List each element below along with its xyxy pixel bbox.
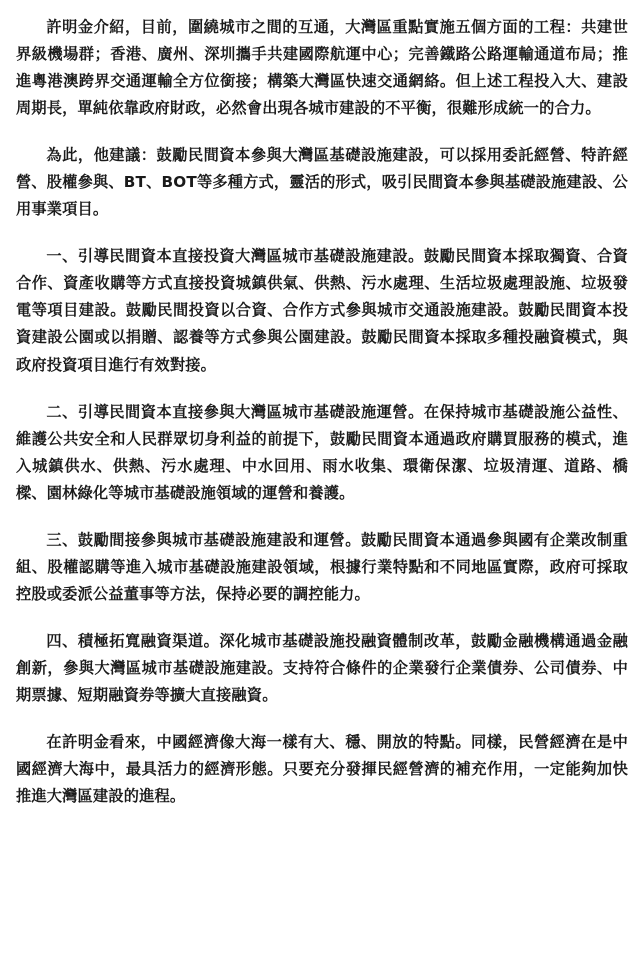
paragraph: 為此，他建議：鼓勵民間資本參與大灣區基礎設施建設，可以採用委託經營、特許經營、股權參與、BT、BOT等多種方式，靈活的形式，吸引民間資本參與基礎設施建設、公用事業項目。: [16, 146, 628, 219]
paragraph: 三、鼓勵間接參與城市基礎設施建設和運營。鼓勵民間資本通過參與國有企業改制重組、股權認購等進入城市基礎設施建設領域，根據行業特點和不同地區實際，政府可採取控股或委派公益董事等方法，保持必要的調控能力。: [16, 530, 628, 603]
paragraph: 二、引導民間資本直接參與大灣區城市基礎設施運營。在保持城市基礎設施公益性、維護公共安全和人民群眾切身利益的前提下，鼓勵民間資本通過政府購買服務的模式，進入城鎮供水、供熱、污水處理、中水回用、雨水收集、環衛保潔、垃圾清運、道路、橋樑、園林綠化等城市基礎設施領域的運營和養護。: [16, 402, 628, 502]
paragraph: 許明金介紹，目前，圍繞城市之間的互通，大灣區重點實施五個方面的工程：共建世界級機場群；香港、廣州、深圳攜手共建國際航運中心；完善鐵路公路運輸通道布局；推進粵港澳跨界交通運輸全方位銜接；構築大灣區快速交通網絡。但上述工程投入大、建設周期長，單純依靠政府財政，必然會出現各城市建設的不平衡，很難形成統一的合力。: [16, 18, 628, 118]
paragraph: 在許明金看來，中國經濟像大海一樣有大、穩、開放的特點。同樣，民營經濟在是中國經濟大海中，最具活力的經濟形態。只要充分發揮民經營濟的補充作用，一定能夠加快推進大灣區建設的進程。: [16, 733, 628, 806]
paragraph: 一、引導民間資本直接投資大灣區城市基礎設施建設。鼓勵民間資本採取獨資、合資合作、資產收購等方式直接投資城鎮供氣、供熱、污水處理、生活垃圾處理設施、垃圾發電等項目建設。鼓勵民間投資以合資、合作方式參與城市交通設施建設。鼓勵民間資本投資建設公園或以捐贈、認養等方式參與公園建設。鼓勵民間資本採取多種投融資模式，與政府投資項目進行有效對接。: [16, 247, 628, 374]
paragraph: 四、積極拓寬融資渠道。深化城市基礎設施投融資體制改革，鼓勵金融機構通過金融創新，參與大灣區城市基礎設施建設。支持符合條件的企業發行企業債券、公司債券、中期票據、短期融資券等擴大直接融資。: [16, 631, 628, 704]
